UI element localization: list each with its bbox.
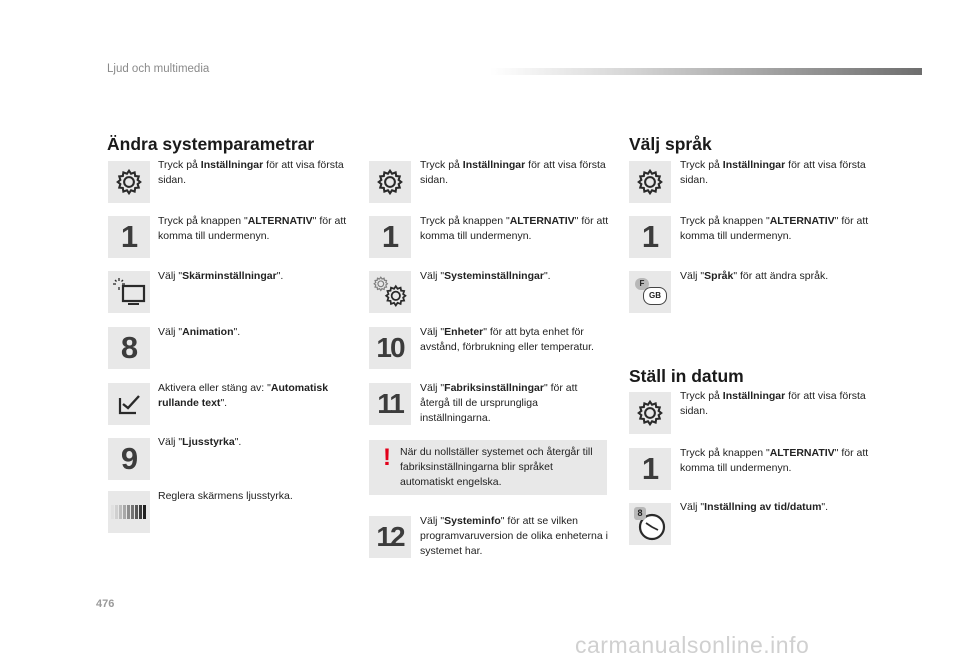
section-title-date: Ställ in datum	[629, 366, 744, 386]
step-text: Reglera skärmens ljusstyrka.	[158, 490, 293, 502]
header-divider	[490, 68, 922, 75]
step-text: Aktivera eller stäng av: "Automatisk rullande text".	[158, 382, 329, 409]
settings-gear-icon	[369, 161, 411, 203]
step-text: Tryck på knappen "ALTERNATIV" för att komma till undermenyn.	[420, 215, 609, 242]
section-title-language: Välj språk	[629, 134, 712, 154]
step-text: Tryck på Inställningar för att visa första sidan.	[420, 159, 606, 186]
step-number-badge: 11	[369, 383, 411, 425]
screen-settings-icon	[108, 271, 150, 313]
watermark: carmanualsonline.info	[575, 632, 810, 658]
step-text: Välj "Språk" för att ändra språk.	[680, 270, 829, 282]
clock-badge: 8	[634, 507, 646, 520]
step-number-badge: 1	[369, 216, 411, 258]
header-title: Ljud och multimedia	[107, 63, 210, 75]
step-number-badge: 9	[108, 438, 150, 480]
step-text: Välj "Systeminfo" för att se vilken programvaruversion de olika enheterna i systemet har.	[420, 515, 608, 557]
step-text: Välj "Fabriksinställningar" för att återgå till de ursprungliga inställningarna.	[420, 382, 578, 424]
warning-icon: !	[383, 444, 391, 471]
section-title-system: Ändra systemparametrar	[107, 134, 315, 154]
step-number-badge: 1	[108, 216, 150, 258]
step-text: Välj "Animation".	[158, 326, 241, 338]
settings-gear-icon	[108, 161, 150, 203]
step-number-badge: 12	[369, 516, 411, 558]
step-text: Tryck på knappen "ALTERNATIV" för att komma till undermenyn.	[680, 447, 869, 474]
settings-gear-icon	[629, 392, 671, 434]
step-text: Välj "Systeminställningar".	[420, 270, 551, 282]
system-settings-icon	[369, 271, 411, 313]
step-number-badge: 8	[108, 327, 150, 369]
language-f-label: F	[635, 278, 649, 290]
warning-text: När du nollställer systemet och återgår till fabriksinställningarna blir språket automatiskt engelska.	[400, 446, 593, 488]
language-gb-label: GB	[643, 287, 667, 305]
step-text: Tryck på Inställningar för att visa första sidan.	[680, 390, 866, 417]
step-number-badge: 1	[629, 216, 671, 258]
brightness-scale-icon	[108, 491, 150, 533]
settings-gear-icon	[629, 161, 671, 203]
step-text: Tryck på Inställningar för att visa första sidan.	[680, 159, 866, 186]
page-number: 476	[96, 598, 115, 610]
step-text: Välj "Skärminställningar".	[158, 270, 284, 282]
checkbox-icon	[108, 383, 150, 425]
step-text: Tryck på Inställningar för att visa första sidan.	[158, 159, 344, 186]
step-text: Tryck på knappen "ALTERNATIV" för att komma till undermenyn.	[158, 215, 347, 242]
step-text: Välj "Ljusstyrka".	[158, 436, 242, 448]
language-icon	[629, 271, 671, 313]
step-text: Tryck på knappen "ALTERNATIV" för att komma till undermenyn.	[680, 215, 869, 242]
step-number-badge: 1	[629, 448, 671, 490]
step-text: Välj "Inställning av tid/datum".	[680, 501, 829, 513]
step-text: Välj "Enheter" för att byta enhet för avstånd, förbrukning eller temperatur.	[420, 326, 594, 353]
step-number-badge: 10	[369, 327, 411, 369]
clock-icon	[629, 503, 671, 545]
